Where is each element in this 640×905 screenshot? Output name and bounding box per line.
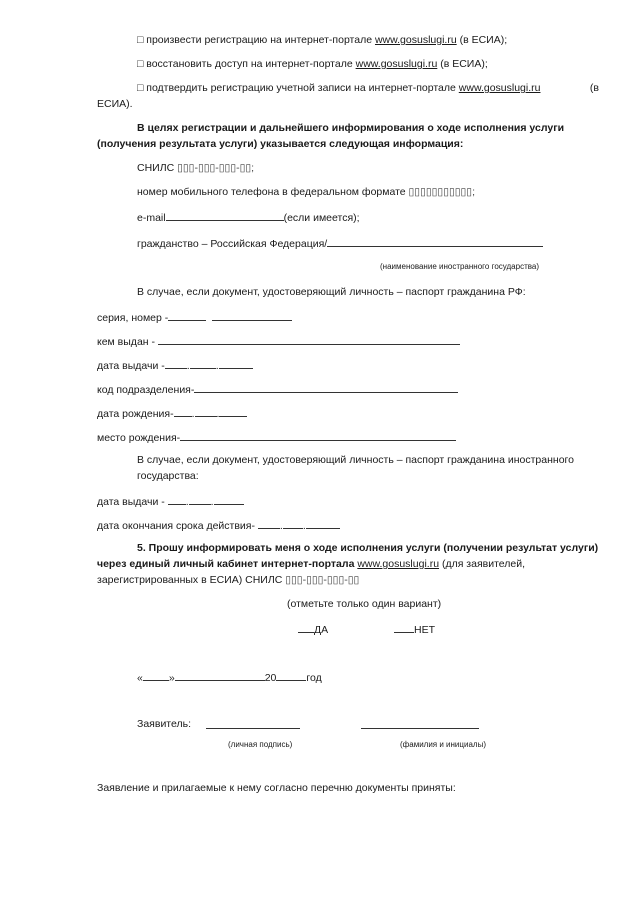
day-blank[interactable] bbox=[143, 670, 169, 681]
name-hint: (фамилия и инициалы) bbox=[400, 740, 486, 749]
gosuslugi-link[interactable]: www.gosuslugi.ru bbox=[458, 82, 541, 94]
birth-place-field[interactable]: место рождения- bbox=[97, 430, 456, 444]
section5-line2: через единый личный кабинет интернет-портала www.gosuslugi.ru (для заявителей, bbox=[97, 558, 526, 570]
year-blank[interactable] bbox=[219, 406, 247, 417]
email-field[interactable]: e-mail (если имеется); bbox=[137, 212, 360, 224]
day-blank[interactable] bbox=[165, 358, 187, 369]
year-blank[interactable] bbox=[276, 670, 306, 681]
signature-blank[interactable] bbox=[206, 718, 300, 729]
birth-date-field[interactable]: дата рождения- . . bbox=[97, 406, 247, 420]
month-blank[interactable] bbox=[283, 518, 303, 529]
ru-passport-intro: В случае, если документ, удостоверяющий личность – паспорт гражданина РФ: bbox=[137, 286, 526, 298]
series-blank[interactable] bbox=[168, 310, 206, 321]
month-blank[interactable] bbox=[190, 358, 216, 369]
purpose-line1: В целях регистрации и дальнейшего информирования о ходе исполнения услуги bbox=[137, 122, 565, 134]
year-blank[interactable] bbox=[306, 518, 340, 529]
foreign-state-blank[interactable] bbox=[327, 236, 543, 247]
name-blank-wrap[interactable] bbox=[361, 718, 479, 732]
year-blank[interactable] bbox=[219, 358, 253, 369]
option-restore-access: □ восстановить доступ на интернет-портале www.gosuslugi.ru (в ЕСИА); bbox=[137, 58, 488, 70]
gosuslugi-link[interactable]: www.gosuslugi.ru bbox=[374, 34, 457, 46]
option-confirm-registration: □ подтвердить регистрацию учетной записи на интернет-портале www.gosuslugi.ru (в bbox=[137, 82, 599, 94]
section5-line3: зарегистрированных в ЕСИА) СНИЛС ▯▯▯-▯▯▯-▯▯▯-▯▯ bbox=[97, 574, 360, 586]
purpose-line2: (получения результата услуги) указывается следующая информация: bbox=[97, 138, 464, 150]
issued-by-field[interactable]: кем выдан - bbox=[97, 334, 460, 348]
documents-accepted: Заявление и прилагаемые к нему согласно перечню документы приняты: bbox=[97, 782, 456, 794]
issue-date-field[interactable]: дата выдачи - . . bbox=[97, 358, 253, 372]
yes-mark-blank[interactable] bbox=[298, 622, 314, 633]
month-blank[interactable] bbox=[175, 670, 265, 681]
name-blank[interactable] bbox=[361, 718, 479, 729]
section5-line1: 5. Прошу информировать меня о ходе исполнения услуги (получении результат услуги) bbox=[137, 542, 599, 554]
date-line[interactable]: « » 20 год bbox=[137, 672, 322, 684]
expiry-date-field[interactable]: дата окончания срока действия- . . bbox=[97, 518, 340, 532]
yes-option[interactable]: ДА bbox=[298, 622, 328, 636]
gosuslugi-link[interactable]: www.gosuslugi.ru bbox=[357, 558, 440, 570]
no-mark-blank[interactable] bbox=[394, 622, 414, 633]
choose-one-note: (отметьте только один вариант) bbox=[287, 598, 442, 610]
division-code-blank[interactable] bbox=[194, 382, 458, 393]
foreign-state-hint: (наименование иностранного государства) bbox=[380, 262, 540, 271]
signature-blank-wrap[interactable] bbox=[206, 718, 300, 732]
option-confirm-line2: ЕСИА). bbox=[97, 98, 133, 110]
phone-field[interactable]: номер мобильного телефона в федеральном формате ▯▯▯▯▯▯▯▯▯▯▯; bbox=[137, 186, 476, 198]
foreign-passport-intro1: В случае, если документ, удостоверяющий личность – паспорт гражданина иностранного bbox=[137, 454, 574, 466]
option-register: □ произвести регистрацию на интернет-портале www.gosuslugi.ru (в ЕСИА); bbox=[137, 34, 508, 46]
foreign-passport-intro2: государства: bbox=[137, 470, 199, 482]
citizenship-field[interactable]: гражданство – Российская Федерация/ bbox=[137, 236, 543, 250]
day-blank[interactable] bbox=[168, 494, 186, 505]
email-blank[interactable] bbox=[166, 210, 284, 221]
birth-place-blank[interactable] bbox=[180, 430, 456, 441]
issued-by-blank[interactable] bbox=[158, 334, 460, 345]
day-blank[interactable] bbox=[258, 518, 280, 529]
gosuslugi-link[interactable]: www.gosuslugi.ru bbox=[355, 58, 438, 70]
snils-field[interactable]: СНИЛС ▯▯▯-▯▯▯-▯▯▯-▯▯; bbox=[137, 162, 255, 174]
no-option[interactable]: НЕТ bbox=[394, 622, 435, 636]
series-number-field[interactable]: серия, номер - bbox=[97, 310, 292, 324]
division-code-field[interactable]: код подразделения- bbox=[97, 382, 458, 396]
foreign-issue-date-field[interactable]: дата выдачи - . . bbox=[97, 494, 244, 508]
month-blank[interactable] bbox=[195, 406, 217, 417]
signature-hint: (личная подпись) bbox=[228, 740, 293, 749]
month-blank[interactable] bbox=[189, 494, 211, 505]
applicant-label: Заявитель: bbox=[137, 718, 192, 730]
day-blank[interactable] bbox=[174, 406, 192, 417]
year-blank[interactable] bbox=[214, 494, 244, 505]
number-blank[interactable] bbox=[212, 310, 292, 321]
